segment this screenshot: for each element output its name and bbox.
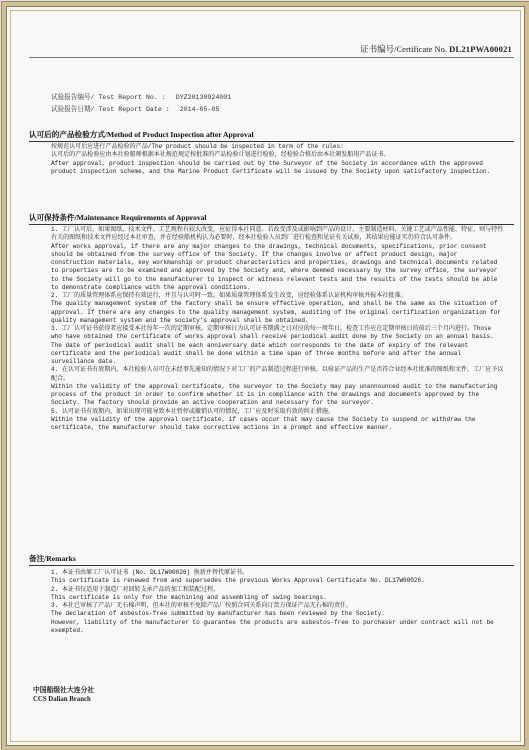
section-heading-maintenance: 认可保持条件/Maintenance Requirements of Approval xyxy=(29,212,514,225)
issuing-branch-cn: 中国船级社大连分社 xyxy=(33,687,95,694)
paragraph: 按规范认可后应进行产品检验的产品/The product should be inspected in term of the rules: xyxy=(51,143,344,150)
test-report-date-value: 2014-05-05 xyxy=(179,106,220,113)
test-report-number xyxy=(51,91,231,101)
paragraph: 3. 工厂认可证书获得者应接受本社每年一次的定期审核。定期审核日为认可证书期满之日对应的每一周年日，检查工作应在定期审核日的前后三个月内进行。Those who have obtained the certificate of works approval shall receive periodical audit done by the Society on an annual basis. The date of periodical audit shall be each anniversary date which corresponds to the date of expiry of the relevant certificate and the periodical audit shall be done within a time span of three months before and after the annual surveillance date. xyxy=(51,325,494,365)
paragraph: Within the validity of the approval certificate, the surveyor to the Society may pay unannounced audit to the manufacturing process of the product in order to confirm whether it is in compliance with the drawings and documents approved by the Society. The factory should provide an active cooperation and necessary for the surveyor. xyxy=(51,382,498,407)
issuing-branch-en: CCS Dalian Branch xyxy=(33,696,91,703)
paragraph: Within the validity of the approval certificate, if cases occur that may cause the Society to suspend or withdraw the certificate, the manufacturer should take corrective actions in a prompt and effective manner. xyxy=(51,415,476,431)
test-report-number-label: 试验报告编号/ Test Report No. : xyxy=(51,94,166,101)
paragraph: 4. 在认可证书有效期内，本社检验人员可在未经事先通知的情况下对工厂的产品制造过程进行审核，以验证产品的生产是否符合业经本社批准的图纸和文件。工厂应予以配合。 xyxy=(51,366,504,382)
test-report-number-value: DYZ20130924001 xyxy=(175,94,232,101)
paragraph: The declaration of asbestos-free submitted by manufacturer has been reviewed by the Society. xyxy=(51,610,385,618)
paragraph: This certificate is renewed from and supersedes the previous Works Approval Certificate No. DL17W00026. xyxy=(51,577,425,585)
header-divider xyxy=(29,57,514,58)
paragraph: 认可后的产品检验应由本社验船师根据本社规范规定按批准的产品检验计划进行检验，经检验合格后由本社颁发船用产品证书。 xyxy=(51,151,390,159)
paragraph: 5. 认可证书有效期内，如果出现可能导致本社暂停或撤销认可的情况，工厂应及时采取有效的纠正措施。 xyxy=(51,407,334,415)
paragraph: The quality management system of the factory shall be ensure effective operation, and shall be the same as the situation of approval. If there are any changes to the quality management system, auditing of the original certification organization for quality management system and the society's approval shall be obtained. xyxy=(51,300,501,324)
certificate-number xyxy=(360,43,512,55)
paragraph: 1. 本证书由原工厂认可证书 (No. DL17W00026) 换新并替代原证书。 xyxy=(51,569,249,576)
section-heading-inspection-method: 认可后的产品检验方式/Method of Product Inspection after Approval xyxy=(29,129,514,142)
paragraph: After works approval, if there are any major changes to the drawings, technical documents, specifications, prior consent should be obtained from the survey office of the Society. If the changes involve or affect product design, major construction materials, key workmanship or product characteristics and properties, drawings and technical documents related to properties are to be examined and approved by the Society and, where deemed necessary by the survey office, the surveyor to the Society will go to the manufacturer to inspect or witness relevant tests and the results of the tests should be able to demonstrate compliance with the approval conditions. xyxy=(51,242,498,291)
paragraph: 3. 本社已审核了产品厂无石棉声明，但本社的审核不免除产品厂按照合同关系向订货方保证产品无石棉的责任。 xyxy=(51,602,353,609)
section-body-maintenance xyxy=(51,226,504,432)
paragraph: This certificate is only for the machining and assembling of swing bearings. xyxy=(51,593,327,601)
test-report-date-label: 试验报告日期/ Test Report Date : xyxy=(51,106,170,113)
section-heading-remarks: 备注/Remarks xyxy=(29,553,514,566)
certificate-number-label: 证书编号/Certificate No. xyxy=(360,44,448,54)
paragraph: 1. 工厂认可后，如果图纸、技术文件、工艺规程有较大改变，应征得本社同意。若改变涉及或影响到产品的设计、主要制造材料、关键工艺或产品性能、特征，则与特性有关的图纸和技术文件应经过本社审查，并在经验船机构认为必要时，经本社检验人员到厂进行检查和见证有关试验，其结果应能证实仍符合认可条件。 xyxy=(51,226,504,242)
certificate-page xyxy=(6,6,525,746)
certificate-number-value: DL21PWA00021 xyxy=(449,44,512,54)
issuing-branch xyxy=(33,686,94,704)
section-body-inspection-method xyxy=(51,143,504,176)
section-body-remarks xyxy=(51,569,504,635)
paragraph: After approval, product inspection should be carried out by the Surveyor of the Society in accordance with the approved product inspection scheme, and the Marine Product Certificate will be issued by the Society upon satisfactory inspection. xyxy=(51,159,491,175)
paragraph: However, liability of the manufacturer to guarantee the products are asbestos-free to purchaser under contract will not be exempted. xyxy=(51,618,494,634)
paragraph: 2. 本证书仅适用于制造厂对回转支承产品的加工和装配过程。 xyxy=(51,585,220,593)
test-report-date xyxy=(51,103,219,113)
paragraph: 2. 工厂的质量管理体系应保持有效运行，并且与认可时一致。如果质量管理体系发生改变，应经验体系认证机构审核并报本社批准。 xyxy=(51,292,407,299)
